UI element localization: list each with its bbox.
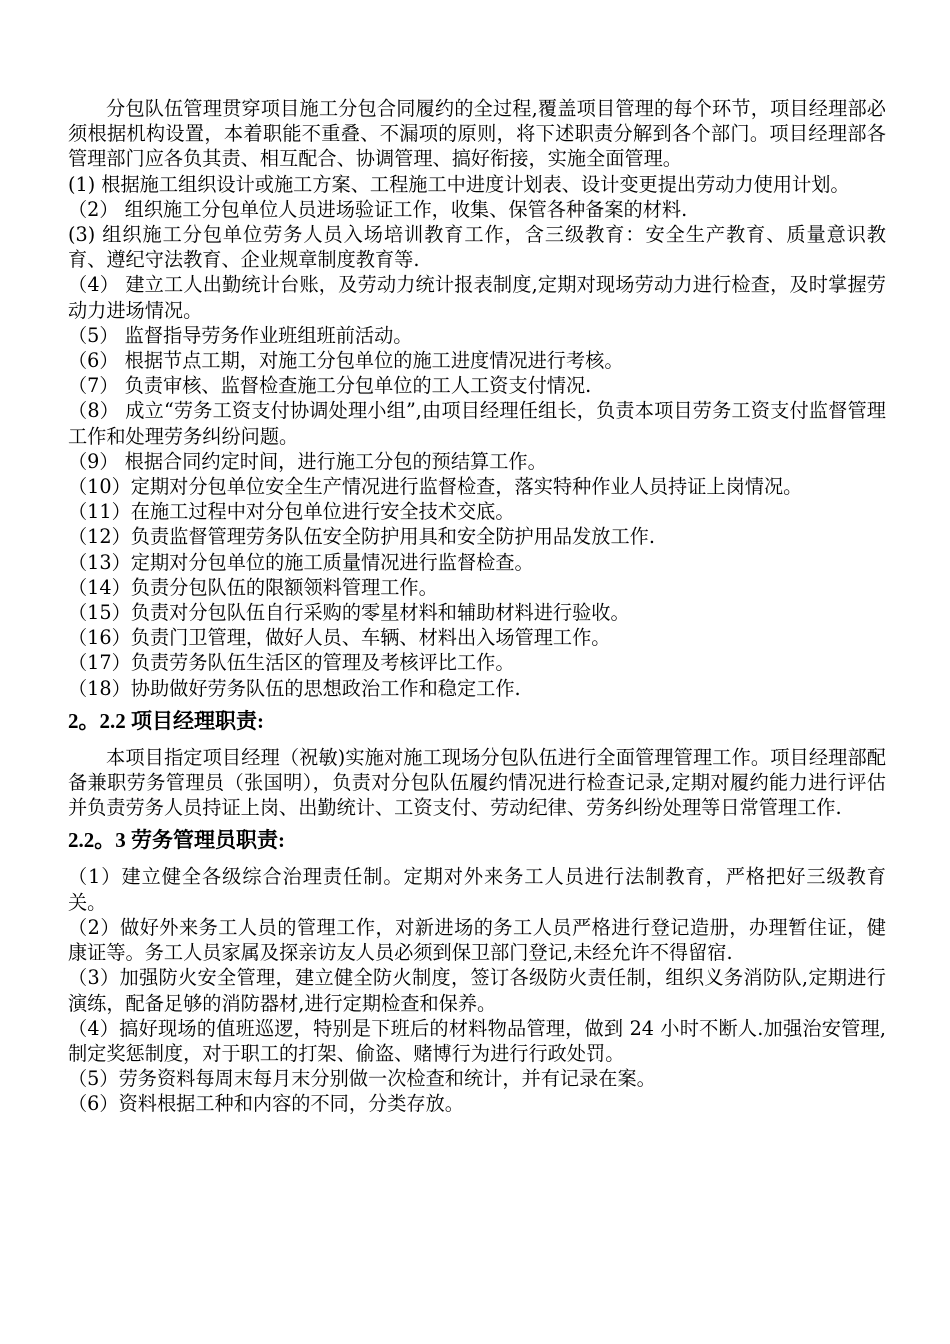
labor-duty-item-2: （2）做好外来务工人员的管理工作，对新进场的务工人员严格进行登记造册，办理暂住证，健康证等。务工人员家属及探亲访友人员必须到保卫部门登记,未经允许不得留宿. [68,915,886,965]
intro-paragraph: 分包队伍管理贯穿项目施工分包合同履约的全过程,覆盖项目管理的每个环节，项目经理部必须根据机构设置，本着职能不重叠、不漏项的原则，将下述职责分解到各个部门。项目经理部各管理部门应各负其责、相互配合、协调管理、搞好衔接，实施全面管理。 [68,97,886,171]
duty-item-5: （5） 监督指导劳务作业班组班前活动。 [68,323,413,347]
duty-item-18: （18）协助做好劳务队伍的思想政治工作和稳定工作. [68,676,521,700]
duty-item-7: （7） 负责审核、监督检查施工分包单位的工人工资支付情况. [68,374,592,398]
labor-duty-item-5: （5）劳务资料每周末每月末分别做一次检查和统计，并有记录在案。 [68,1067,656,1091]
section-heading-labor-manager: 2.2。3 劳务管理员职责: [68,828,285,853]
duty-item-3: (3) 组织施工分包单位劳务人员入场培训教育工作，含三级教育：安全生产教育、质量意识教育、遵纪守法教育、企业规章制度教育等. [68,223,886,272]
duty-item-2: （2） 组织施工分包单位人员进场验证工作，收集、保管各种备案的材料. [68,197,688,221]
duty-list [68,172,886,701]
labor-duty-item-6: （6）资料根据工种和内容的不同，分类存放。 [68,1092,464,1116]
labor-duty-item-4: （4）搞好现场的值班巡逻，特别是下班后的材料物品管理，做到 24 小时不断人.加强治安管理,制定奖惩制度，对于职工的打架、偷盗、赌博行为进行行政处罚。 [68,1016,886,1065]
duty-item-16: （16）负责门卫管理，做好人员、车辆、材料出入场管理工作。 [68,626,611,650]
duty-item-13: （13）定期对分包单位的施工质量情况进行监督检查。 [68,550,534,574]
duty-item-8: （8） 成立“劳务工资支付协调处理小组”,由项目经理任组长，负责本项目劳务工资支付监督管理工作和处理劳务纠纷问题。 [68,399,886,448]
duty-item-11: （11）在施工过程中对分包单位进行安全技术交底。 [68,500,515,524]
duty-item-1: (1) 根据施工组织设计或施工方案、工程施工中进度计划表、设计变更提出劳动力使用计划。 [68,172,850,196]
document-page [68,96,886,1117]
duty-item-17: （17）负责劳务队伍生活区的管理及考核评比工作。 [68,651,515,675]
duty-item-9: （9） 根据合同约定时间，进行施工分包的预结算工作。 [68,449,547,473]
labor-duty-item-1: （1）建立健全各级综合治理责任制。定期对外来务工人员进行法制教育，严格把好三级教育关。 [68,865,886,914]
project-manager-paragraph: 本项目指定项目经理（祝敏)实施对施工现场分包队伍进行全面管理管理工作。项目经理部配备兼职劳务管理员（张国明），负责对分包队伍履约情况进行检查记录,定期对履约能力进行评估并负责劳务人员持证上岗、出勤统计、工资支付、劳动纪律、劳务纠纷处理等日常管理工作. [68,745,886,820]
duty-item-4: （4） 建立工人出勤统计台账，及劳动力统计报表制度,定期对现场劳动力进行检查，及时掌握劳动力进场情况。 [68,273,886,322]
section-heading-project-manager: 2。2.2 项目经理职责: [68,708,264,733]
duty-item-15: （15）负责对分包队伍自行采购的零星材料和辅助材料进行验收。 [68,601,630,625]
duty-item-6: （6） 根据节点工期，对施工分包单位的施工进度情况进行考核。 [68,349,624,373]
duty-item-14: （14）负责分包队伍的限额领料管理工作。 [68,575,438,599]
duty-item-10: （10）定期对分包单位安全生产情况进行监督检查，落实特种作业人员持证上岗情况。 [68,475,803,499]
duty-item-12: （12）负责监督管理劳务队伍安全防护用具和安全防护用品发放工作. [68,525,655,549]
labor-duty-item-3: （3）加强防火安全管理，建立健全防火制度，签订各级防火责任制，组织义务消防队,定期进行演练，配备足够的消防器材,进行定期检查和保养。 [68,966,886,1015]
labor-manager-duty-list [68,864,886,1116]
